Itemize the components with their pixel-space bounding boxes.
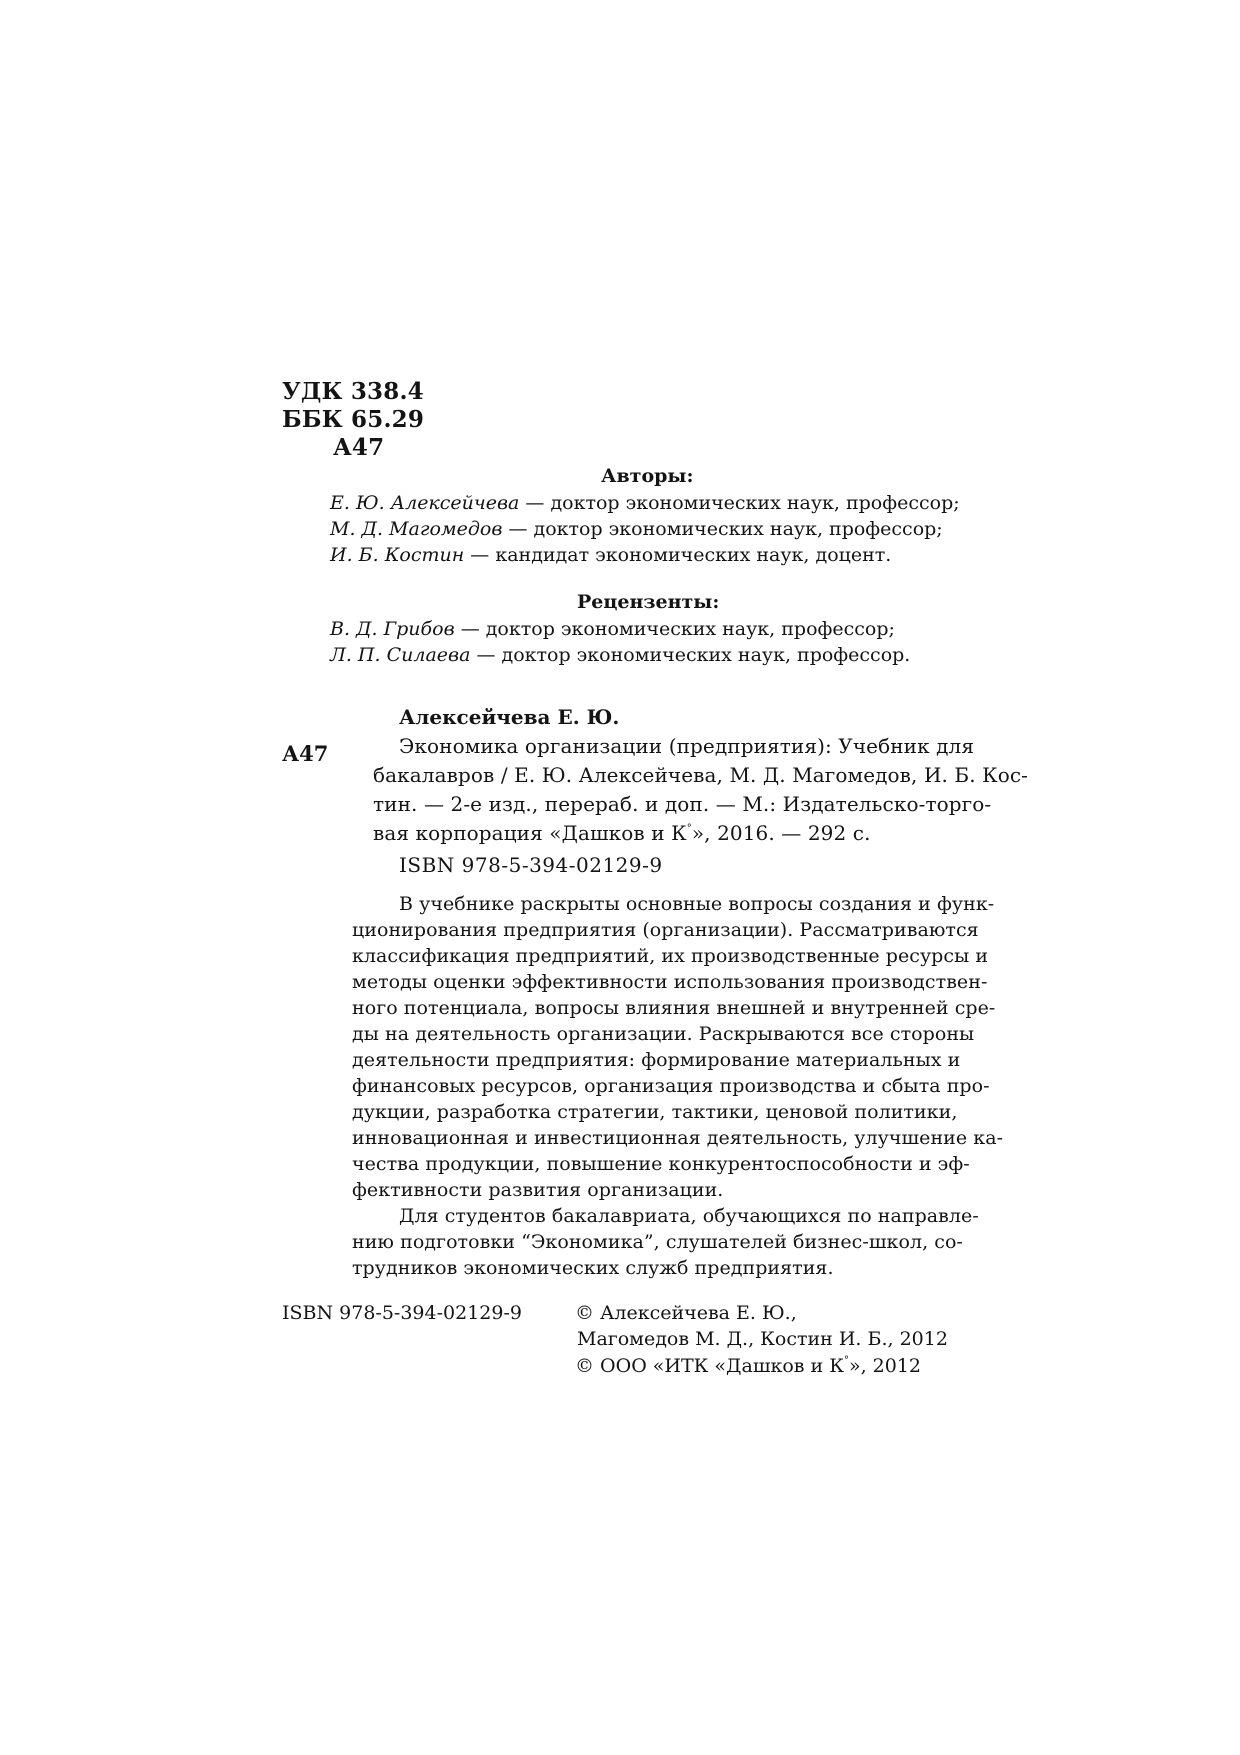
- card-author: Алексейчева Е. Ю.: [399, 705, 620, 729]
- reviewer-name: Л. П. Силаева: [330, 644, 471, 666]
- abstract-line: В учебнике раскрыты основные вопросы создания и функ-: [399, 893, 995, 915]
- bbk-code: ББК 65.29: [282, 406, 425, 433]
- copyright-publisher: [575, 1355, 921, 1377]
- author-name: М. Д. Магомедов: [330, 518, 503, 540]
- abstract-line: чества продукции, повышение конкурентоспособности и эф-: [352, 1153, 970, 1175]
- author-role: — доктор экономических наук, профессор;: [519, 492, 960, 514]
- author-mark: А47: [333, 434, 385, 461]
- author-line: [330, 518, 943, 540]
- authors-heading: Авторы:: [601, 465, 694, 487]
- copyright-publisher-part: », 2012: [848, 1355, 922, 1377]
- reviewer-name: В. Д. Грибов: [330, 618, 455, 640]
- reviewer-line: [330, 644, 910, 666]
- abstract-line: финансовых ресурсов, организация производства и сбыта про-: [352, 1075, 990, 1097]
- copyright-publisher-part: © ООО «ИТК «Дашков и К: [575, 1355, 844, 1377]
- author-role: — кандидат экономических наук, доцент.: [464, 544, 892, 566]
- abstract-line: нию подготовки “Экономика”, слушателей бизнес-школ, со-: [352, 1231, 963, 1253]
- card-description-line: бакалавров / Е. Ю. Алексейчева, М. Д. Магомедов, И. Б. Кос-: [373, 763, 1029, 787]
- abstract-line: ционирования предприятия (организации). Рассматриваются: [352, 919, 979, 941]
- reviewer-role: — доктор экономических наук, профессор.: [470, 644, 911, 666]
- author-role: — доктор экономических наук, профессор;: [502, 518, 943, 540]
- abstract-line: деятельности предприятия: формирование материальных и: [352, 1049, 961, 1071]
- author-name: И. Б. Костин: [330, 544, 465, 566]
- card-description-line: тин. — 2-е изд., перераб. и доп. — М.: Издательско-торго-: [373, 792, 992, 816]
- author-name: Е. Ю. Алексейчева: [330, 492, 520, 514]
- card-description-line: [373, 821, 871, 845]
- card-description-part: вая корпорация «Дашков и К: [373, 821, 687, 845]
- abstract-line: инновационная и инвестиционная деятельность, улучшение ка-: [352, 1127, 1004, 1149]
- reviewer-role: — доктор экономических наук, профессор;: [454, 618, 895, 640]
- abstract-line: ного потенциала, вопросы влияния внешней и внутренней сре-: [352, 997, 996, 1019]
- abstract-line: Для студентов бакалавриата, обучающихся по направле-: [399, 1205, 979, 1227]
- abstract-line: дукции, разработка стратегии, тактики, ценовой политики,: [352, 1101, 958, 1123]
- author-line: [330, 492, 960, 514]
- reviewers-heading: Рецензенты:: [577, 591, 720, 613]
- copyright-authors: © Алексейчева Е. Ю.,: [575, 1302, 797, 1324]
- abstract-line: классификация предприятий, их производственные ресурсы и: [352, 945, 989, 967]
- card-mark: А47: [282, 741, 329, 766]
- degree-mark: °: [843, 1355, 849, 1366]
- card-isbn: ISBN 978-5-394-02129-9: [399, 853, 663, 877]
- footer-isbn: ISBN 978-5-394-02129-9: [282, 1302, 522, 1324]
- abstract-line: ды на деятельность организации. Раскрываются все стороны: [352, 1023, 975, 1045]
- reviewer-line: [330, 618, 895, 640]
- udk-code: УДК 338.4: [282, 378, 424, 405]
- abstract-line: методы оценки эффективности использования производствен-: [352, 971, 988, 993]
- author-line: [330, 544, 891, 566]
- card-description-part: », 2016. — 292 с.: [691, 821, 871, 845]
- abstract-line: трудников экономических служб предприятия.: [352, 1257, 834, 1279]
- abstract-line: фективности развития организации.: [352, 1179, 724, 1201]
- card-description-line: Экономика организации (предприятия): Учебник для: [399, 734, 975, 758]
- degree-mark: °: [686, 823, 692, 834]
- copyright-authors-cont: Магомедов М. Д., Костин И. Б., 2012: [577, 1328, 948, 1350]
